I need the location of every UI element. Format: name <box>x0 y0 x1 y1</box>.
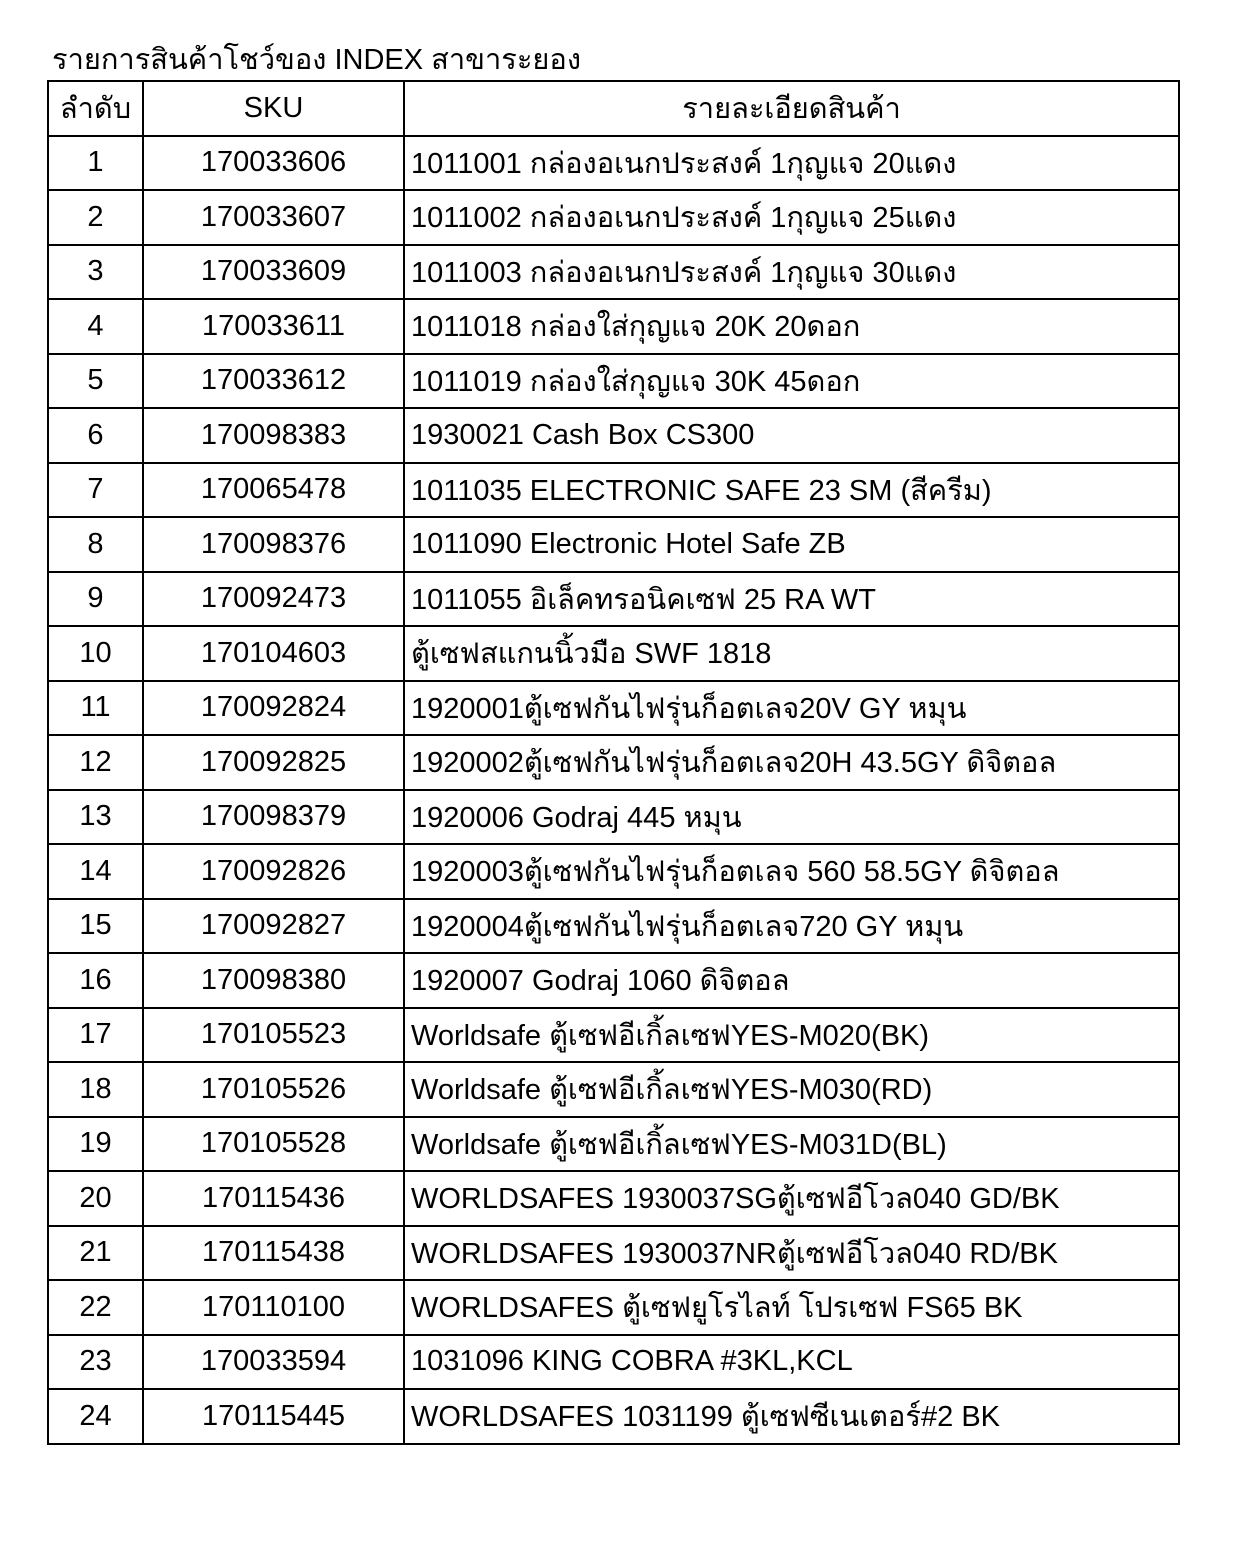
cell-seq: 13 <box>48 790 143 845</box>
cell-seq: 18 <box>48 1062 143 1117</box>
cell-seq: 7 <box>48 463 143 518</box>
cell-description: 1011055 อิเล็คทรอนิคเซฟ 25 RA WT <box>404 572 1179 627</box>
cell-sku: 170105528 <box>143 1117 404 1172</box>
cell-seq: 24 <box>48 1389 143 1444</box>
cell-sku: 170115436 <box>143 1171 404 1226</box>
table-row <box>48 572 1179 627</box>
cell-description: WORLDSAFES ตู้เซฟยูโรไลท์ โปรเซฟ FS65 BK <box>404 1280 1179 1335</box>
cell-seq: 12 <box>48 735 143 790</box>
header-sku: SKU <box>143 81 404 136</box>
cell-seq: 22 <box>48 1280 143 1335</box>
cell-description: ตู้เซฟสแกนนิ้วมือ SWF 1818 <box>404 626 1179 681</box>
cell-description: WORLDSAFES 1031199 ตู้เซฟซีเนเตอร์#2 BK <box>404 1389 1179 1444</box>
cell-seq: 15 <box>48 899 143 954</box>
cell-description: 1930021 Cash Box CS300 <box>404 408 1179 463</box>
table-row <box>48 1335 1179 1390</box>
cell-seq: 16 <box>48 953 143 1008</box>
cell-description: 1011003 กล่องอเนกประสงค์ 1กุญแจ 30แดง <box>404 245 1179 300</box>
cell-description: 1011035 ELECTRONIC SAFE 23 SM (สีครีม) <box>404 463 1179 518</box>
table-row <box>48 517 1179 572</box>
cell-sku: 170065478 <box>143 463 404 518</box>
cell-description: 1011019 กล่องใส่กุญแจ 30K 45ดอก <box>404 354 1179 409</box>
cell-description: 1011018 กล่องใส่กุญแจ 20K 20ดอก <box>404 299 1179 354</box>
cell-seq: 11 <box>48 681 143 736</box>
cell-description: 1920001ตู้เซฟกันไฟรุ่นก็อตเลจ20V GY หมุน <box>404 681 1179 736</box>
table-row <box>48 1062 1179 1117</box>
cell-description: 1920004ตู้เซฟกันไฟรุ่นก็อตเลจ720 GY หมุน <box>404 899 1179 954</box>
cell-seq: 3 <box>48 245 143 300</box>
table-row <box>48 463 1179 518</box>
cell-seq: 8 <box>48 517 143 572</box>
product-table <box>47 80 1180 1445</box>
cell-seq: 9 <box>48 572 143 627</box>
cell-sku: 170115445 <box>143 1389 404 1444</box>
cell-sku: 170092825 <box>143 735 404 790</box>
table-row <box>48 245 1179 300</box>
table-row <box>48 1008 1179 1063</box>
cell-sku: 170033612 <box>143 354 404 409</box>
cell-seq: 20 <box>48 1171 143 1226</box>
cell-sku: 170033609 <box>143 245 404 300</box>
table-row <box>48 136 1179 191</box>
table-row <box>48 735 1179 790</box>
cell-description: Worldsafe ตู้เซฟอีเกิ้ลเซฟYES-M031D(BL) <box>404 1117 1179 1172</box>
cell-description: 1011002 กล่องอเนกประสงค์ 1กุญแจ 25แดง <box>404 190 1179 245</box>
cell-sku: 170098376 <box>143 517 404 572</box>
cell-seq: 21 <box>48 1226 143 1281</box>
cell-sku: 170104603 <box>143 626 404 681</box>
table-row <box>48 899 1179 954</box>
cell-description: 1920003ตู้เซฟกันไฟรุ่นก็อตเลจ 560 58.5GY ดิจิตอล <box>404 844 1179 899</box>
cell-seq: 10 <box>48 626 143 681</box>
cell-description: 1920006 Godraj 445 หมุน <box>404 790 1179 845</box>
cell-sku: 170033607 <box>143 190 404 245</box>
cell-sku: 170115438 <box>143 1226 404 1281</box>
table-row <box>48 299 1179 354</box>
cell-sku: 170092826 <box>143 844 404 899</box>
cell-sku: 170092473 <box>143 572 404 627</box>
table-row <box>48 844 1179 899</box>
table-row <box>48 1117 1179 1172</box>
cell-sku: 170098383 <box>143 408 404 463</box>
cell-description: 1011090 Electronic Hotel Safe ZB <box>404 517 1179 572</box>
table-header-row <box>48 81 1179 136</box>
table-row <box>48 953 1179 1008</box>
cell-sku: 170098380 <box>143 953 404 1008</box>
cell-description: WORLDSAFES 1930037SGตู้เซฟอีโวล040 GD/BK <box>404 1171 1179 1226</box>
cell-seq: 14 <box>48 844 143 899</box>
cell-description: Worldsafe ตู้เซฟอีเกิ้ลเซฟYES-M030(RD) <box>404 1062 1179 1117</box>
cell-description: 1011001 กล่องอเนกประสงค์ 1กุญแจ 20แดง <box>404 136 1179 191</box>
cell-seq: 1 <box>48 136 143 191</box>
cell-sku: 170092827 <box>143 899 404 954</box>
table-row <box>48 1171 1179 1226</box>
cell-seq: 23 <box>48 1335 143 1390</box>
cell-description: 1920002ตู้เซฟกันไฟรุ่นก็อตเลจ20H 43.5GY ดิจิตอล <box>404 735 1179 790</box>
cell-sku: 170033606 <box>143 136 404 191</box>
table-row <box>48 1389 1179 1444</box>
table-row <box>48 354 1179 409</box>
table-row <box>48 1280 1179 1335</box>
cell-seq: 19 <box>48 1117 143 1172</box>
header-seq: ลำดับ <box>48 81 143 136</box>
cell-seq: 2 <box>48 190 143 245</box>
table-row <box>48 190 1179 245</box>
cell-description: 1031096 KING COBRA #3KL,KCL <box>404 1335 1179 1390</box>
cell-seq: 17 <box>48 1008 143 1063</box>
cell-description: Worldsafe ตู้เซฟอีเกิ้ลเซฟYES-M020(BK) <box>404 1008 1179 1063</box>
cell-description: WORLDSAFES 1930037NRตู้เซฟอีโวล040 RD/BK <box>404 1226 1179 1281</box>
table-row <box>48 790 1179 845</box>
cell-seq: 6 <box>48 408 143 463</box>
cell-sku: 170110100 <box>143 1280 404 1335</box>
table-row <box>48 1226 1179 1281</box>
cell-sku: 170098379 <box>143 790 404 845</box>
cell-seq: 5 <box>48 354 143 409</box>
cell-description: 1920007 Godraj 1060 ดิจิตอล <box>404 953 1179 1008</box>
header-description: รายละเอียดสินค้า <box>404 81 1179 136</box>
cell-sku: 170033611 <box>143 299 404 354</box>
table-row <box>48 626 1179 681</box>
page-title: รายการสินค้าโชว์ของ INDEX สาขาระยอง <box>52 44 581 76</box>
cell-seq: 4 <box>48 299 143 354</box>
table-row <box>48 408 1179 463</box>
cell-sku: 170105526 <box>143 1062 404 1117</box>
table-row <box>48 681 1179 736</box>
cell-sku: 170105523 <box>143 1008 404 1063</box>
cell-sku: 170033594 <box>143 1335 404 1390</box>
cell-sku: 170092824 <box>143 681 404 736</box>
